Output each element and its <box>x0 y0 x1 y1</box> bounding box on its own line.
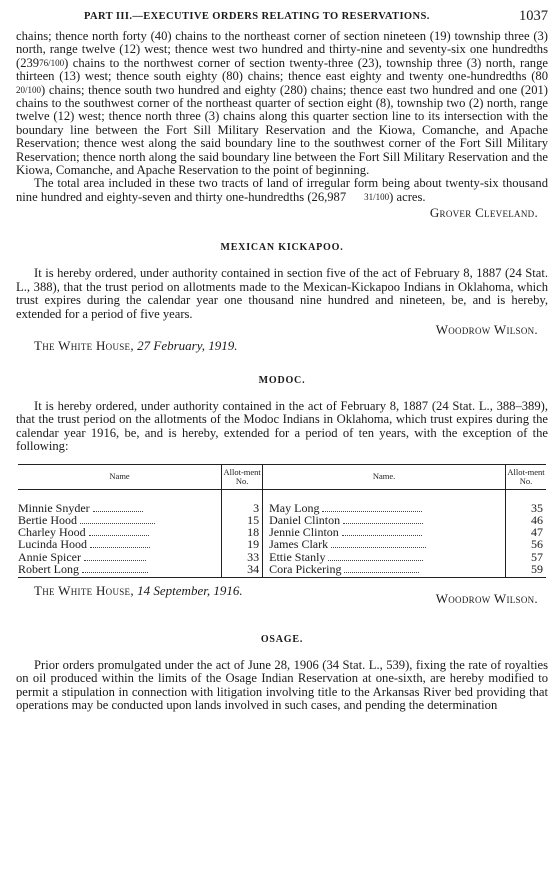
running-head <box>16 8 548 30</box>
allottee-name: Ettie Stanly <box>269 549 326 564</box>
allotment-table <box>18 464 546 578</box>
fraction: 31/100 <box>364 191 390 202</box>
modoc-order-paragraph: It is hereby ordered, under authority contained in the act of February 8, 1887 (24 Stat. L., 388–389), that the trust period on the allotments of the Modoc Indians in Oklahoma, which trust expires during the calendar year 1916, be, and is hereby, extended for a period of ten years, with the exception of the following: <box>16 398 548 454</box>
signature-wilson-1916: Woodrow Wilson. <box>435 590 538 606</box>
allotment-number: 57 <box>506 551 547 563</box>
allotment-number: 3 <box>222 502 263 514</box>
fraction: 76/100 <box>39 57 65 68</box>
column-header-allotment: Allot-ment No. <box>506 464 547 489</box>
allotment-number: 33 <box>222 551 263 563</box>
kickapoo-order-paragraph: It is hereby ordered, under authority contained in section five of the act of February 8, 1887 (24 Stat. L., 388), that the trust period on allotments made to the Mexican-Kickapoo Indians in Oklahoma, which trust expires during the calendar year one thousand nine hundred and nineteen, be, and is hereby, extended for a period of five years. <box>16 266 548 321</box>
allottee-name: Lucinda Hood <box>18 537 87 552</box>
running-head-title: PART III.—EXECUTIVE ORDERS RELATING TO RESERVATIONS. <box>84 11 430 22</box>
signature-cleveland: Grover Cleveland. <box>429 205 538 221</box>
dateline-1916: The White House, 14 September, 1916. <box>34 582 243 598</box>
allotment-number: 47 <box>506 526 547 538</box>
table-row <box>18 563 546 578</box>
allotment-number: 56 <box>506 538 547 550</box>
page-number: 1037 <box>519 8 548 24</box>
allotment-number: 18 <box>222 526 263 538</box>
allotment-number: 35 <box>506 502 547 514</box>
total-area-paragraph: The total area included in these two tracts of land of irregular form being about twenty-six thousand nine hundred and eighty-seven and thirty one-hundredths (26,987 31/100) acres. <box>16 176 548 204</box>
allotment-number: 15 <box>222 514 263 526</box>
allottee-name: Robert Long <box>18 561 79 576</box>
allottee-name: Minnie Snyder <box>18 500 90 515</box>
column-header-name: Name <box>18 464 222 489</box>
dateline-1919: The White House, 27 February, 1919. <box>34 337 238 353</box>
allottee-name: Daniel Clinton <box>269 512 341 527</box>
section-heading-modoc: MODOC. <box>258 374 306 386</box>
allottee-name: Annie Spicer <box>18 549 81 564</box>
column-header-allotment: Allot-ment No. <box>222 464 263 489</box>
allotment-number: 34 <box>222 563 263 578</box>
fraction: 20/100 <box>16 84 42 95</box>
allottee-name: Charley Hood <box>18 525 86 540</box>
osage-order-paragraph: Prior orders promulgated under the act of June 28, 1906 (34 Stat. L., 539), fixing the rate of royalties on oil produced within the limits of the Osage Indian Reservation at one-sixth, are hereby modified to permit a stipulation in connection with litigation involving title to the Arkansas River bed providing that operations may be conducted upon lands involved in such cases, and pending the determination <box>16 657 548 713</box>
column-header-name: Name. <box>263 464 506 489</box>
allotment-number: 46 <box>506 514 547 526</box>
allottee-name: James Clark <box>269 537 329 552</box>
allottee-name: Cora Pickering <box>269 561 342 576</box>
document-page <box>16 8 548 713</box>
continuation-paragraph: chains; thence north forty (40) chains to the northeast corner of section nineteen (19) township three (3) north, range twelve (12) west; thence west two hundred and thirty-nine and seventy-six one hundredths (23976/100) chains to the northwest corner of section twenty-three (23), township three (3) north, range thirteen (13) west; thence south eighty (80) chains; thence east eighty and twenty one-hundredths (8020/100) chains; thence south two hundred and eighty (280) chains; thence east two hundred and one (201) chains to the southwest corner of the northeast quarter of section eight (8), township two (2) north, range twelve (12) west; thence north three (3) chains along this quarter section line to its intersection with the boundary line between the Fort Sill Military Reservation and the Kiowa, Comanche, and Apache Reservation; thence west along the said boundary line to the southwest corner of the Fort Sill Military Reservation; thence north along the said boundary line between the Fort Sill Military Reservation and the Kiowa, Comanche, and Apache Reservation to the point of beginning. <box>16 29 548 178</box>
allottee-name: Jennie Clinton <box>269 525 339 540</box>
allottee-name: Bertie Hood <box>18 512 77 527</box>
section-heading-mexican-kickapoo: MEXICAN KICKAPOO. <box>220 242 344 254</box>
allotment-number: 59 <box>506 563 547 578</box>
signature-wilson-1919: Woodrow Wilson. <box>435 321 538 337</box>
allotment-number: 19 <box>222 538 263 550</box>
allottee-name: May Long <box>269 500 320 515</box>
table-header-row <box>18 464 546 489</box>
section-heading-osage: OSAGE. <box>260 633 304 645</box>
